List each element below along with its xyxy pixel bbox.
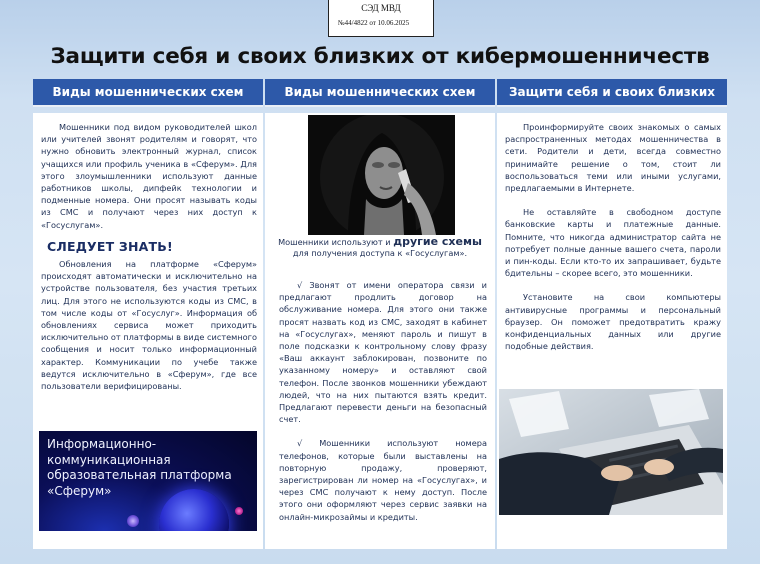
resold-number-scheme-text: √ Мошенники используют номера телефонов, которые были выставлены на повторную продажу, проверяют, зарегистрирован ли номер на «Госуслугах», и через СМС получают к нему доступ. После этого они оформляют через сервис заявки на онлайн-микрозаймы и кредиты. [279,438,487,522]
woman-on-phone-photo [308,115,455,235]
column-protect-yourself [497,113,727,549]
laptop-typing-photo [499,389,723,515]
caption-lead: Мошенники используют и [278,237,391,247]
protect-cards-text: Не оставляйте в свободном доступе банковские карты и платежные данные. Помните, что никогда администратор сайта не потребует полные данные вашего счета, пароли и пин-коды. Если кто-то их запрашивает, будьте бдительны – скорее всего, это мошенники. [505,207,721,279]
column-header-2: Виды мошеннических схем [265,79,495,107]
sferum-banner [39,431,257,531]
sferum-banner-text: Информационно-коммуникационная образовательная платформа «Сферум» [47,437,232,498]
registration-stamp [328,0,434,37]
antivirus-text: Установите на свои компьютеры антивирусные программы и персональный браузер. Он поможет предотвратить кражу конфиденциальных данных или другие подобные действия. [505,292,721,352]
stamp-org: СЭД МВД [361,3,401,13]
page-title: Защити себя и своих близких от кибермошенничеств [50,44,710,69]
banner-orb-small [127,515,139,527]
column-header-3: Защити себя и своих близких [497,79,727,107]
other-schemes-caption [271,236,489,259]
caption-highlight: другие схемы [393,235,482,248]
operator-scheme-text: √ Звонят от имени оператора связи и предлагают продлить договор на обслуживание номера. Для этого они также просят назвать код из СМС, заходят в кабинет на «Госуслугах», меняют пароль и пишут в поле подсказки к контрольному слову фразу «Ваш аккаунт заблокирован, позвоните по указанному номеру» и оставляют свой телефон. После звонков мошенники убеждают людей, что на них пытаются взять кредит. Предлагают перевести деньги на безопасный счет. [279,280,487,425]
sferum-facts-text: Обновления на платформе «Сферум» происходят автоматически и исключительно на устройстве пользователя, без участия третьих лиц. Для этого не используются коды из СМС, в том числе коды от «Госуслуг». Информация об обновлениях сервиса может приходить исключительно от платформы в виде системного сообщения и носит только информационный характер. Коммуникации по учебе также ведутся исключительно в «Сферум», где все пользователи верифицированы. [41,259,257,392]
other-schemes-body [279,279,487,523]
column-other-schemes [265,113,495,549]
caption-tail: для получения доступа к «Госуслугам». [292,248,468,258]
warning-heading: СЛЕДУЕТ ЗНАТЬ! [47,238,173,254]
sferum-scheme-text: Мошенники под видом руководителей школ или учителей звонят родителям и говорят, что нужно обновить электронный журнал, список учащихся или профиль ученика в «Сферум». Для этого злоумышленники используют данные работников школы, дипфейк технологии и подменные номера. Они просят называть коды из СМС и получают через них доступ к «Госуслугам». [41,122,257,230]
column-header-1: Виды мошеннических схем [33,79,263,107]
banner-orb-accent [235,507,243,515]
inform-acquaintances-text: Проинформируйте своих знакомых о самых распространенных методах мошенничества в сети. Родители и дети, всегда совместно принимайте решение о том, стоит ли воспользоваться теми или иными услугами, предлагаемыми в Интернете. [505,122,721,194]
column-sferum-scheme [33,113,263,549]
stamp-reg-number: №44/4822 от 10.06.2025 [338,19,410,27]
